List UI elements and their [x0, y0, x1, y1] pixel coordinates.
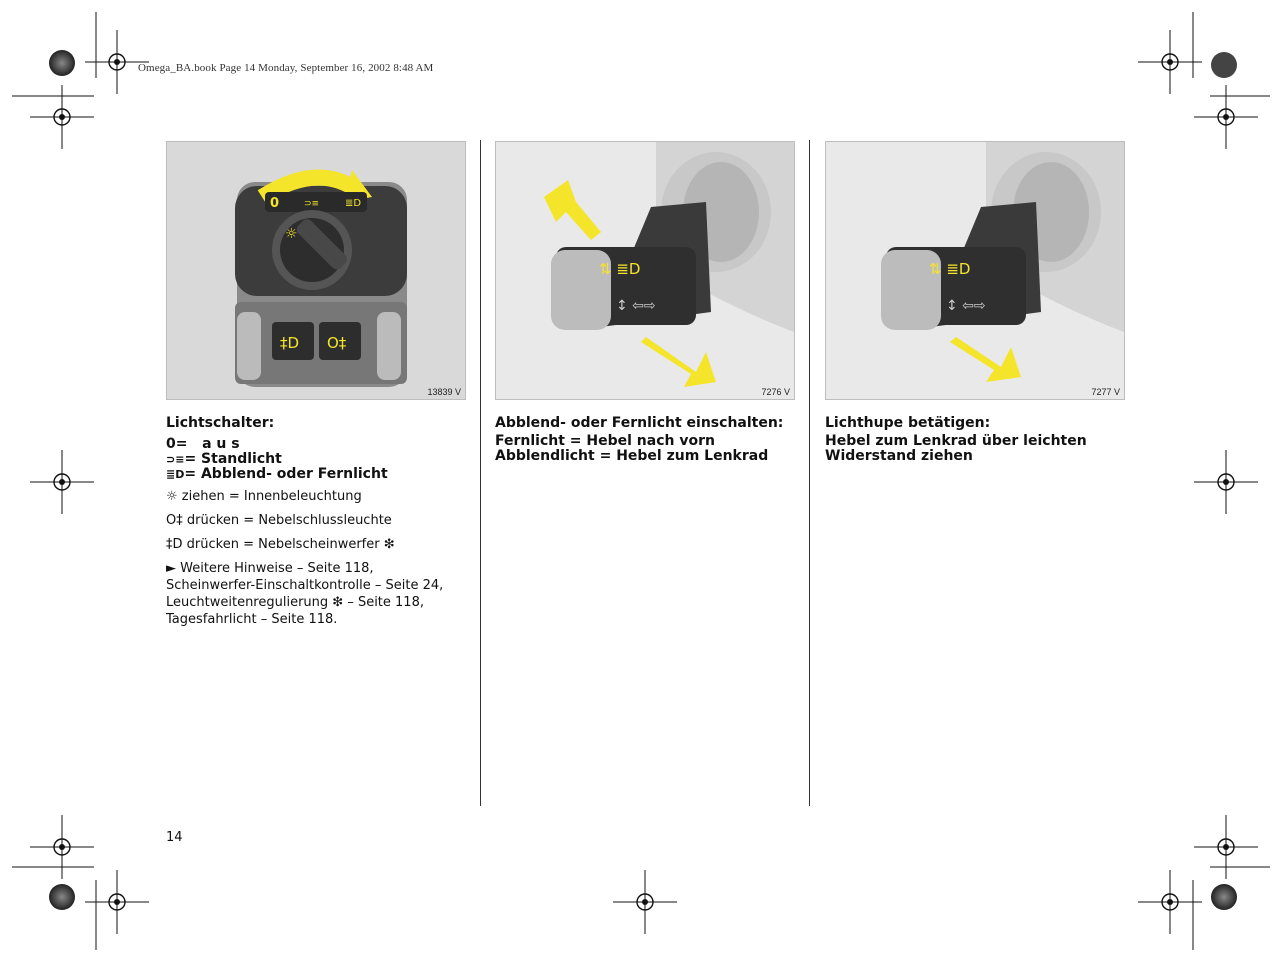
function-item	[166, 488, 471, 505]
reference-line: Scheinwerfer-Einschaltkontrolle – Seite 24,	[166, 578, 444, 593]
high-beam-text	[495, 416, 800, 464]
switch-functions	[166, 488, 471, 628]
position-symbol: 0	[166, 436, 176, 452]
light-switch-illustration	[167, 142, 465, 399]
reference-line: ► Weitere Hinweise – Seite 118,	[166, 561, 374, 576]
svg-text:O‡: O‡	[327, 334, 347, 352]
figure-number: 7277 V	[1091, 387, 1120, 397]
stalk-illustration-1	[496, 142, 794, 399]
svg-text:⇅ ≣D: ⇅ ≣D	[599, 260, 641, 278]
interior-light-icon: ☼	[166, 489, 178, 504]
switch-position	[166, 437, 471, 452]
section-title: Abblend- oder Fernlicht einschalten:	[495, 415, 784, 431]
instruction-line: Hebel zum Lenkrad über leichten	[825, 433, 1087, 449]
reference-line: Leuchtweitenregulierung ❇ – Seite 118,	[166, 595, 424, 610]
page-number: 14	[166, 830, 183, 845]
function-item	[166, 512, 471, 529]
position-text: = Standlicht	[184, 451, 282, 467]
function-item	[166, 536, 471, 553]
figure-number: 13839 V	[427, 387, 461, 397]
svg-text:0: 0	[270, 196, 280, 211]
svg-text:⇅ ≣D: ⇅ ≣D	[929, 260, 971, 278]
instruction-line: Widerstand ziehen	[825, 448, 973, 464]
svg-text:↕ ⇦⇨: ↕ ⇦⇨	[946, 298, 986, 314]
svg-text:≣D: ≣D	[345, 198, 362, 209]
light-switch-figure	[166, 141, 466, 400]
function-text: drücken = Nebelschlussleuchte	[186, 513, 392, 528]
svg-text:↕ ⇦⇨: ↕ ⇦⇨	[616, 298, 656, 314]
column-rule	[480, 140, 481, 806]
position-text: = a u s	[175, 436, 240, 452]
section-title: Lichthupe betätigen:	[825, 415, 991, 431]
light-switch-text	[166, 416, 471, 628]
instruction-line: Abblendlicht = Hebel zum Lenkrad	[495, 448, 769, 464]
position-text: = Abblend- oder Fernlicht	[184, 466, 388, 482]
svg-text:‡D: ‡D	[280, 334, 300, 352]
function-text: ziehen = Innenbeleuchtung	[181, 489, 362, 504]
rear-fog-light-icon: O‡	[166, 513, 183, 528]
switch-position	[166, 467, 471, 482]
stalk-illustration-2	[826, 142, 1124, 399]
stalk-figure-2	[825, 141, 1125, 400]
headlight-icon: ≣D	[166, 468, 185, 481]
column-rule	[809, 140, 810, 806]
reference-line: Tagesfahrlicht – Seite 118.	[166, 612, 338, 627]
stalk-figure-1	[495, 141, 795, 400]
parking-light-icon: ⊃≡	[166, 453, 185, 466]
svg-text:☼: ☼	[285, 226, 298, 242]
front-fog-light-icon: ‡D	[166, 537, 183, 552]
print-header: Omega_BA.book Page 14 Monday, September 16, 2002 8:48 AM	[138, 62, 434, 74]
figure-number: 7276 V	[761, 387, 790, 397]
instruction-line: Fernlicht = Hebel nach vorn	[495, 433, 715, 449]
svg-text:⊃≡: ⊃≡	[304, 199, 320, 209]
switch-position	[166, 452, 471, 467]
section-title: Lichtschalter:	[166, 415, 275, 431]
function-text: drücken = Nebelscheinwerfer ❇	[186, 537, 395, 552]
headlight-flash-text	[825, 416, 1130, 464]
